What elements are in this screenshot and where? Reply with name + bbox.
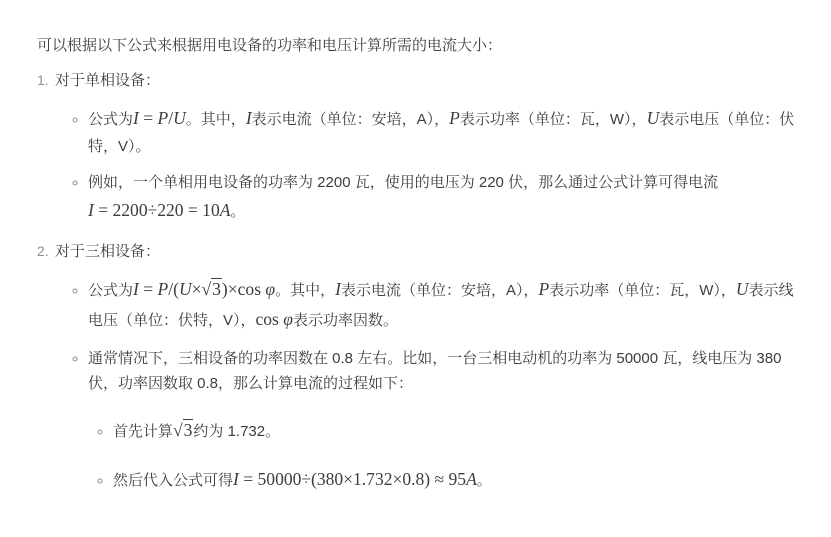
- text-segment: 表示线电压（单位：伏特，V），: [88, 282, 794, 329]
- text-segment: 表示电流（单位：安培，A），: [251, 111, 450, 128]
- math-formula: I: [335, 279, 341, 300]
- sub-bullet-content: [113, 468, 492, 489]
- bullet-item-example: [88, 170, 795, 225]
- sqrt-radical: √3: [173, 419, 193, 440]
- text-segment: 公式为: [88, 111, 134, 128]
- sub-bullet-item-step1: [113, 416, 795, 446]
- bullet-list-single-phase: [55, 104, 795, 226]
- list-number-2: 2.: [37, 242, 49, 259]
- text-segment: 。: [230, 202, 246, 220]
- math-formula: P: [449, 108, 460, 128]
- bullet-item-example: [88, 346, 795, 495]
- bullet-item-formula: [88, 104, 795, 159]
- list-number-1: 1.: [37, 71, 49, 88]
- text-segment: 然后代入公式可得: [113, 471, 234, 489]
- math-formula: U: [646, 108, 660, 128]
- text-segment: 表示功率（单位：瓦，W），: [549, 282, 736, 300]
- bullet-list-three-phase: [55, 275, 795, 494]
- bullet-item-formula: [88, 275, 795, 335]
- text-segment: 。: [476, 471, 492, 489]
- sub-bullet-item-step2: [113, 465, 795, 495]
- text-segment: 表示功率因数。: [292, 311, 398, 329]
- math-formula: [173, 419, 193, 440]
- math-formula: I: [245, 108, 252, 128]
- bullet-content: [88, 350, 781, 393]
- text-segment: 例如，一个单相用电设备的功率为 2200 瓦，使用的电压为 220 伏，那么通过公式计算可得电流: [88, 174, 719, 192]
- item-title-three-phase: 对于三相设备：: [55, 242, 161, 260]
- text-segment: 公式为: [88, 282, 134, 300]
- numbered-list: [37, 68, 795, 495]
- sub-bullet-content: [113, 419, 281, 440]
- item-title-single-phase: 对于单相设备：: [55, 71, 161, 89]
- math-formula: I = 50000÷(380×1.732×0.8) ≈ 95A: [233, 468, 477, 489]
- sub-bullet-list: [88, 416, 795, 495]
- bullet-content: [88, 174, 718, 220]
- list-item-single-phase: [37, 68, 795, 226]
- sqrt-radical: √3: [201, 279, 221, 300]
- math-formula: I = 2200÷220 = 10A: [88, 199, 231, 220]
- text-segment: 表示功率（单位：瓦，W），: [459, 111, 647, 128]
- text-segment: 。其中，: [275, 282, 336, 300]
- math-formula: P: [538, 279, 550, 300]
- text-segment: 。其中，: [185, 111, 246, 128]
- math-formula: cos φ: [255, 308, 293, 329]
- text-segment: 首先计算: [113, 422, 174, 440]
- bullet-content: [88, 108, 795, 155]
- text-segment: 表示电流（单位：安培，A），: [340, 282, 539, 300]
- intro-paragraph: 可以根据以下公式来根据用电设备的功率和电压计算所需的电流大小：: [37, 37, 503, 54]
- math-formula: I = P/(U×√3)×cos φ: [133, 279, 276, 300]
- math-formula: U: [735, 279, 749, 300]
- bullet-content: [88, 279, 794, 329]
- text-segment: 表示电压（单位：伏特，V）。: [88, 111, 795, 155]
- math-formula: I = P/U: [133, 108, 186, 128]
- text-segment: 通常情况下，三相设备的功率因数在 0.8 左右。比如，一台三相电动机的功率为 50000 瓦，线电压为 380 伏，功率因数取 0.8，那么计算电流的过程如下：: [88, 349, 782, 393]
- list-item-three-phase: [37, 239, 795, 495]
- text-segment: 约为 1.732。: [193, 422, 281, 440]
